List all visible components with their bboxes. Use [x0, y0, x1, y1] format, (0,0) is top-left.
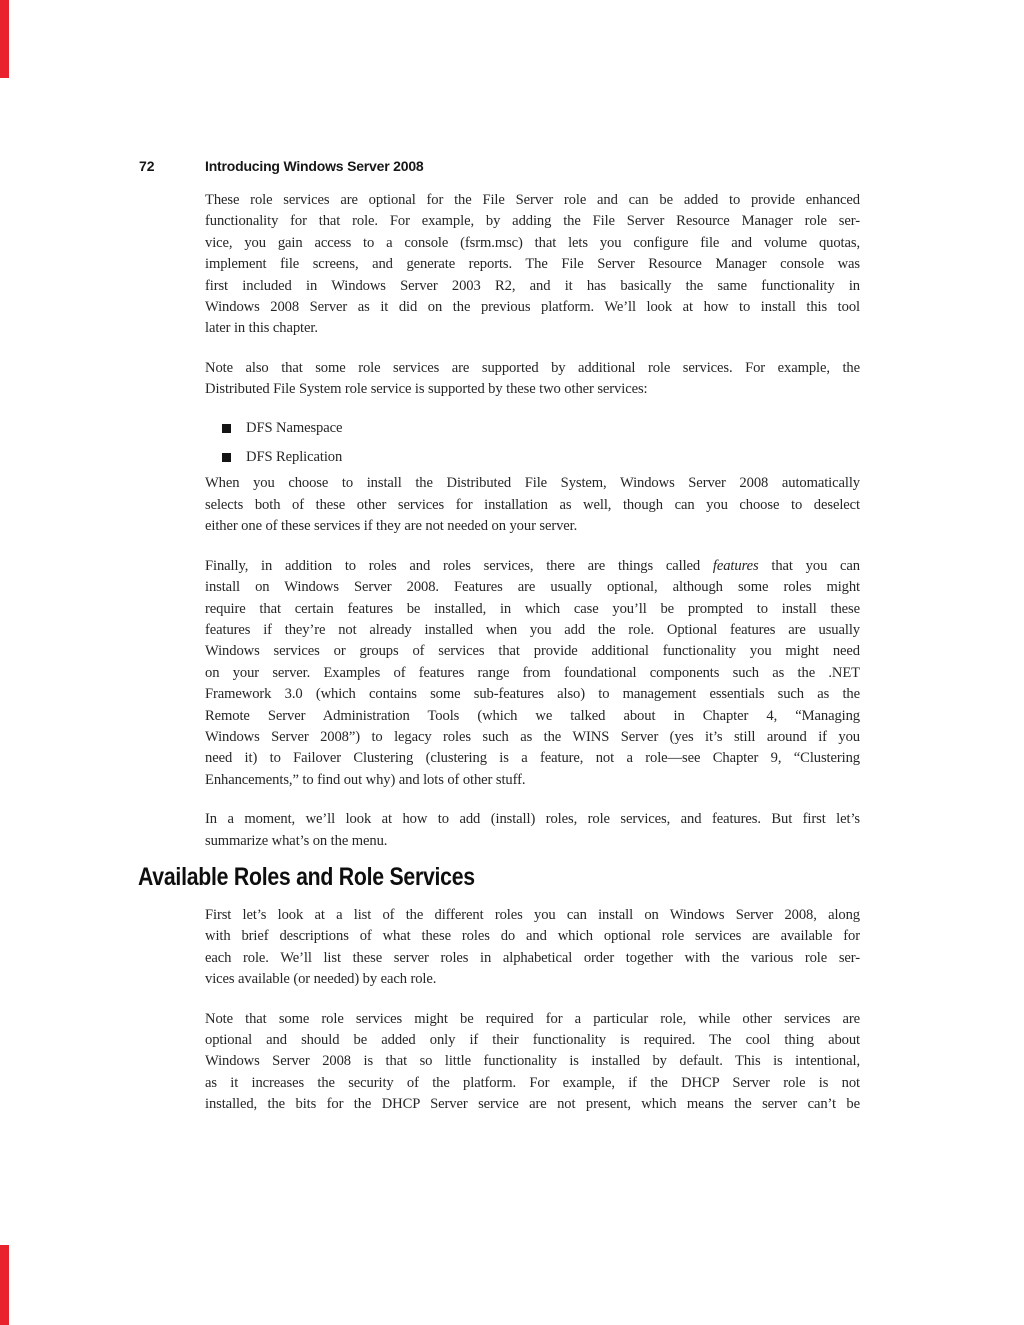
text-line: on your server. Examples of features range from foundational components such as the .NET — [205, 664, 860, 681]
text-line: Enhancements,” to find out why) and lots of other stuff. — [205, 771, 526, 788]
body-text-column — [138, 190, 861, 1116]
text-line: functionality for that role. For example, by adding the File Server Resource Manager role ser- — [205, 213, 860, 230]
text-line: Remote Server Administration Tools (which we talked about in Chapter 4, “Managing — [205, 707, 860, 724]
text-line: each role. We’ll list these server roles in alphabetical order together with the various role ser- — [205, 949, 860, 966]
paragraph — [205, 473, 860, 537]
paragraph — [205, 556, 860, 791]
running-head — [0, 158, 1024, 178]
text-line: with brief descriptions of what these roles do and which optional role services are available for — [205, 928, 860, 945]
text-line: Windows Server 2008”) to legacy roles such as the WINS Server (yes it’s still around if you — [205, 728, 860, 745]
bullet-list — [205, 418, 860, 469]
text-line: Windows Server 2008 is that so little functionality is installed by default. This is intentional, — [205, 1053, 860, 1070]
text-line: Windows services or groups of services that provide additional functionality you might need — [205, 643, 860, 660]
bullet-square-icon — [222, 424, 231, 433]
red-edge-mark-top — [0, 0, 9, 78]
text-line: summarize what’s on the menu. — [205, 832, 388, 849]
section-heading: Available Roles and Role Services — [138, 862, 475, 891]
text-line: In a moment, we’ll look at how to add (install) roles, role services, and features. But first let’s — [205, 811, 860, 828]
paragraph — [205, 905, 860, 991]
text-line: as it increases the security of the platform. For example, if the DHCP Server role is not — [205, 1074, 860, 1091]
text-line: later in this chapter. — [205, 320, 318, 337]
text-line: Windows 2008 Server as it did on the previous platform. We’ll look at how to install this tool — [205, 299, 860, 316]
bullet-item — [205, 418, 860, 439]
text-line: installed, the bits for the DHCP Server service are not present, which means the server can’t be — [205, 1096, 860, 1113]
text-line: Framework 3.0 (which contains some sub-features also) to management essentials such as the — [205, 686, 860, 703]
text-line: require that certain features be installed, in which case you’ll be prompted to install these — [205, 600, 860, 617]
bullet-item-label: DFS Namespace — [246, 419, 343, 436]
text-line: Note also that some role services are supported by additional role services. For example, the — [205, 359, 860, 376]
text-line — [205, 556, 860, 577]
text-line: optional and should be added only if their functionality is required. The cool thing about — [205, 1032, 860, 1048]
text-line: vices available (or needed) by each role. — [205, 971, 437, 988]
page-number: 72 — [139, 158, 155, 174]
red-edge-mark-bottom — [0, 1245, 9, 1325]
bullet-square-icon — [222, 453, 231, 462]
text-line: first included in Windows Server 2003 R2, and it has basically the same functionality in — [205, 277, 860, 294]
text-line: When you choose to install the Distributed File System, Windows Server 2008 automatically — [205, 475, 860, 492]
text-line: need it) to Failover Clustering (clustering is a feature, not a role—see Chapter 9, “Clustering — [205, 750, 860, 767]
text-line: First let’s look at a list of the different roles you can install on Windows Server 2008, along — [205, 906, 860, 923]
italic-text: features — [712, 557, 759, 574]
text-segment: Finally, in addition to roles and roles services, there are things called — [205, 557, 713, 574]
text-line: install on Windows Server 2008. Features are usually optional, although some roles might — [205, 579, 860, 596]
text-line: vice, you gain access to a console (fsrm.msc) that lets you configure file and volume quotas, — [205, 234, 860, 251]
paragraph — [205, 1009, 860, 1116]
text-segment: that you can — [758, 557, 861, 574]
text-line: These role services are optional for the File Server role and can be added to provide enhanced — [205, 192, 860, 208]
text-line: Distributed File System role service is supported by these two other services: — [205, 381, 648, 398]
text-line: either one of these services if they are not needed on your server. — [205, 518, 578, 535]
text-line: features if they’re not already installed when you add the role. Optional features are usually — [205, 621, 860, 638]
text-line: selects both of these other services for installation as well, though can you choose to deselect — [205, 496, 860, 513]
paragraph — [205, 358, 860, 401]
text-line: implement file screens, and generate reports. The File Server Resource Manager console was — [205, 256, 860, 273]
running-head-title: Introducing Windows Server 2008 — [205, 158, 424, 174]
paragraph — [205, 809, 860, 852]
text-line: Note that some role services might be required for a particular role, while other services are — [205, 1010, 860, 1027]
bullet-item — [205, 447, 860, 468]
bullet-item-label: DFS Replication — [246, 449, 343, 466]
paragraph — [205, 190, 860, 340]
